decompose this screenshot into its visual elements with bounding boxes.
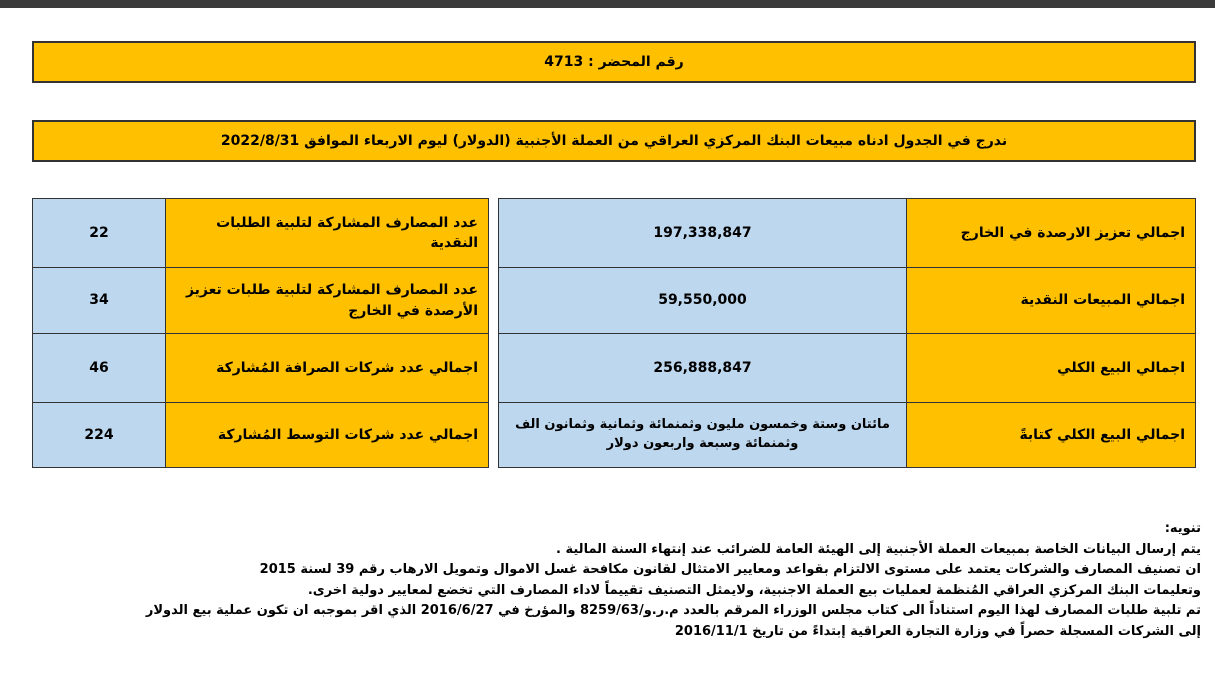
notes-section	[11, 519, 1201, 642]
participants-value: 46	[89, 359, 109, 376]
window-top-bar	[0, 0, 1215, 8]
totals-value-cell	[498, 333, 907, 403]
totals-value: 59,550,000	[658, 292, 747, 309]
totals-value: 256,888,847	[653, 359, 752, 376]
participants-value-cell	[32, 198, 166, 268]
participants-label-cell	[165, 402, 489, 468]
participants-label: اجمالي عدد شركات الصرافة المُشاركة	[216, 359, 478, 376]
notes-line: إلى الشركات المسجلة حصراً في وزارة التجارة العراقية إبتداءً من تاريخ 2016/11/1	[674, 623, 1201, 639]
participants-value: 224	[84, 426, 114, 443]
totals-label-cell	[906, 402, 1196, 468]
totals-label-cell	[906, 333, 1196, 403]
notes-title: تنويه:	[1164, 521, 1201, 536]
participants-value-cell	[32, 402, 166, 468]
participants-value: 22	[89, 224, 109, 241]
minutes-number: رقم المحضر : 4713	[544, 54, 684, 70]
notes-line: وتعليمات البنك المركزي العراقي المُنظمة لعمليات بيع العملة الاجنبية، ولايمثل التصنيف تقييماً لاداء المصارف التي تخضع لمعايير دولية اخرى.	[307, 582, 1201, 598]
participants-label: اجمالي عدد شركات التوسط المُشاركة	[217, 426, 478, 443]
totals-label-cell	[906, 198, 1196, 268]
totals-label: اجمالي البيع الكلي كتابةً	[1019, 426, 1185, 443]
intro-banner	[32, 120, 1196, 162]
participants-value: 34	[89, 292, 109, 309]
participants-label: عدد المصارف المشاركة لتلبية الطلبات النقدية	[216, 214, 478, 251]
totals-label: اجمالي تعزيز الارصدة في الخارج	[960, 224, 1185, 241]
participants-label-cell	[165, 333, 489, 403]
participants-label: عدد المصارف المشاركة لتلبية طلبات تعزيز الأرصدة في الخارج	[185, 282, 478, 319]
notes-line: يتم إرسال البيانات الخاصة بمبيعات العملة الأجنبية إلى الهيئة العامة للضرائب عند إنتهاء السنة المالية .	[556, 541, 1201, 557]
notes-line: ان تصنيف المصارف والشركات يعتمد على مستوى الالتزام بقواعد ومعايير الامتثال لقانون مكافحة غسل الاموال وتمويل الارهاب رقم 39 لسنة 2015	[259, 562, 1201, 577]
intro-text: ندرج في الجدول ادناه مبيعات البنك المركزي العراقي من العملة الأجنبية (الدولار) ليوم الاربعاء الموافق 2022/8/31	[220, 133, 1008, 149]
totals-value-words: مائتان وستة وخمسون مليون وثمنمائة وثمانية وثمانون الف وثمنمائة وسبعة واربعون دولار	[515, 417, 890, 451]
participants-value-cell	[32, 333, 166, 403]
notes-line: تم تلبية طلبات المصارف لهذا اليوم استناداً الى كتاب مجلس الوزراء المرقم بالعدد م.ر.و/8259/63 والمؤرخ في 2016/6/27 الذي اقر بموجبه ان تكون عملية بيع الدولار	[145, 603, 1201, 618]
minutes-number-banner	[32, 41, 1196, 83]
totals-value-cell	[498, 198, 907, 268]
totals-label-cell	[906, 267, 1196, 334]
totals-value: 197,338,847	[653, 224, 752, 241]
participants-label-cell	[165, 267, 489, 334]
totals-value-cell	[498, 267, 907, 334]
participants-label-cell	[165, 198, 489, 268]
totals-label: اجمالي المبيعات النقدية	[1020, 292, 1185, 309]
totals-value-cell	[498, 402, 907, 468]
participants-value-cell	[32, 267, 166, 334]
totals-label: اجمالي البيع الكلي	[1057, 359, 1185, 376]
